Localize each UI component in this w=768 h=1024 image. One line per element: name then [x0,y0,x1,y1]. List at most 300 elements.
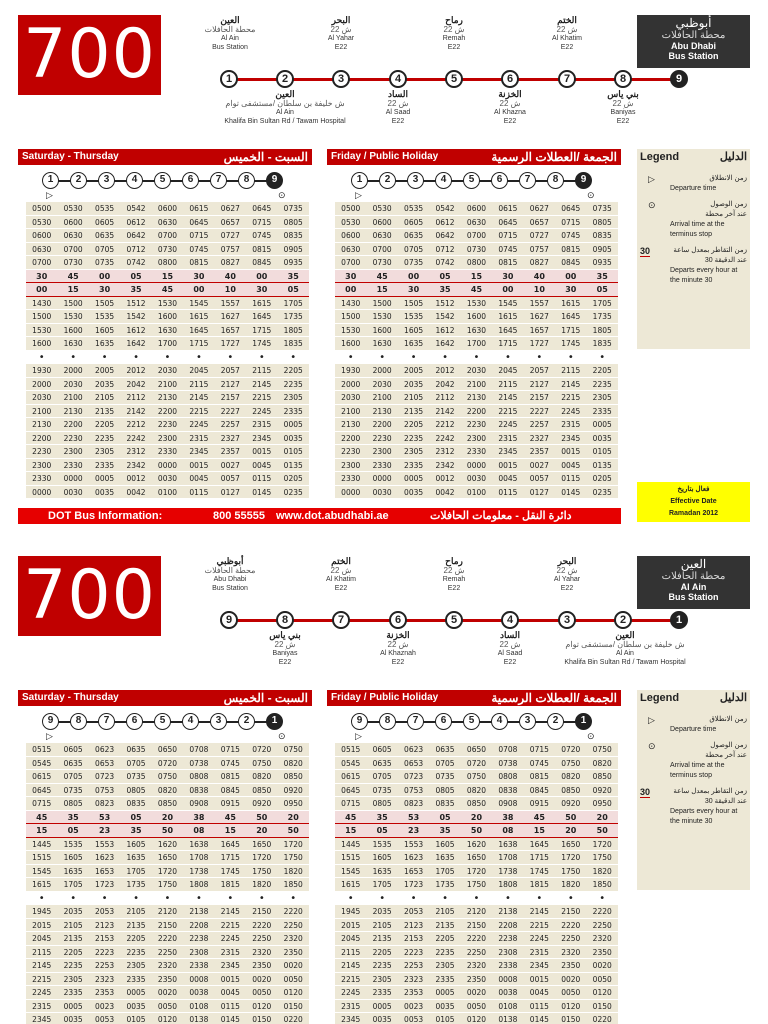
arrival-icon: ⊙ [587,731,595,741]
route-number: 700 [18,556,161,636]
legend-arr-ar2: عند آخر محطة [705,211,747,218]
time-cell: 0800 [466,258,487,267]
stop-number: 1 [575,713,592,730]
time-cell: 0135 [592,460,612,470]
time-cell: 0035 [283,433,303,443]
time-cell: 2142 [435,406,455,416]
time-cell: 1723 [95,880,115,889]
top-stop-label [512,557,622,593]
time-cell: 0705 [404,244,424,254]
time-cell: 2312 [126,447,146,456]
station-marker: 8 [276,611,294,629]
time-cell: • [536,892,543,904]
station-marker: 7 [558,70,576,88]
time-cell: 2205 [592,366,612,375]
station-marker: 5 [445,70,463,88]
stop-name: Abu Dhabi [213,576,247,583]
time-cell: 1642 [126,339,146,348]
table-row [26,364,309,378]
legend-freq-en2: the minute 30 [670,818,713,825]
time-cell: 2115 [498,379,518,389]
time-cell: 2327 [529,433,549,443]
time-cell: 0645 [341,785,361,795]
time-cell: 1645 [189,325,209,335]
time-cell: 1650 [252,839,272,849]
time-cell: 2205 [63,947,83,957]
route-number: 700 [18,15,161,95]
time-cell: 1535 [63,839,83,849]
time-cell: 0730 [63,258,83,267]
time-cell: 0908 [189,799,209,808]
time-cell: 0115 [252,474,272,483]
time-cell: 2305 [126,961,146,970]
time-cell: 0700 [32,258,52,267]
stop-number: 7 [407,713,424,730]
time-cell: 2342 [126,460,146,470]
time-cell: 2205 [372,947,392,957]
time-cell: 0820 [283,758,303,768]
time-cell: 2145 [561,379,581,389]
time-cell: 0600 [32,231,52,240]
terminus-name: Al Ain [680,582,707,592]
top-stop-label [286,16,396,52]
time-cell: 2305 [592,393,612,402]
top-stop-label [175,557,285,593]
stop-name: Al Saad [497,650,523,657]
terminus-arabic-sub: محطة الحافلات [661,30,726,41]
time-cell: 1835 [283,339,303,348]
stop-number: 3 [407,172,424,189]
time-cell: 1615 [341,880,361,889]
time-cell: 1745 [252,339,272,348]
time-cell: 1600 [32,339,52,348]
time-cell: 2345 [498,447,518,456]
time-cell: 0727 [220,231,240,240]
time-cell: 1605 [63,853,83,862]
stop-number: 4 [126,172,143,189]
time-cell: 0905 [283,244,303,254]
table-row [26,256,309,270]
table-row [335,851,618,865]
table-row [26,797,309,811]
time-cell: 0920 [252,799,272,808]
time-cell: 2215 [498,406,518,416]
table-row [335,445,618,459]
time-cell: 2208 [498,920,518,930]
time-cell: • [70,351,77,363]
time-cell: • [101,892,108,904]
station-marker: 8 [614,70,632,88]
time-cell: 1635 [435,853,455,862]
time-cell: 0042 [126,487,146,497]
stop-number: 8 [547,172,564,189]
time-cell: 1650 [466,853,487,862]
table-row [335,432,618,446]
time-cell: 0515 [32,745,52,754]
time-cell: 2200 [466,406,487,416]
time-cell: 1600 [466,312,487,321]
station-marker: 1 [220,70,238,88]
time-cell: 1815 [220,880,240,889]
legend-title-ar: الدليل [719,151,747,163]
time-cell: 0735 [435,772,455,781]
time-cell: 30 [502,271,514,281]
legend-freq-ar2: عند الدقيقة 30 [704,257,747,264]
time-cell: 2212 [126,420,146,429]
time-cell: 2205 [126,934,146,943]
info-label: DOT Bus Information: [48,510,163,522]
time-cell: 2105 [95,393,115,402]
bottom-stop-label [455,631,565,667]
legend-panel [637,690,750,890]
time-cell: 0645 [189,217,209,227]
time-cell: 2057 [220,366,240,375]
time-cell: 1638 [498,839,518,849]
time-cell: 0115 [561,474,581,483]
time-cell: 1930 [32,366,52,375]
time-cell: 0657 [529,217,549,227]
table-row [335,946,618,960]
time-cell: 0053 [404,1015,424,1024]
time-cell: 0815 [498,258,518,267]
time-cell: 0700 [466,231,487,240]
time-cell: 0712 [126,244,146,254]
time-cell: 0715 [341,799,361,808]
time-cell: 1515 [341,853,361,862]
stop-arabic: العين [615,630,635,640]
time-cell: 0038 [498,988,518,997]
time-cell: 0015 [252,447,272,456]
info-phone[interactable]: 800 55555 [213,510,265,522]
time-cell: • [70,892,77,904]
time-cell: 0635 [372,758,392,768]
time-cell: 1530 [32,325,52,335]
departure-icon: ▷ [355,731,362,741]
time-cell: 0720 [561,745,581,754]
time-cell: 2100 [466,379,487,389]
time-cell: 0005 [592,420,612,429]
time-cell: 2205 [404,420,424,429]
timetable [26,711,309,1024]
time-cell: 23 [408,826,420,835]
time-cell: 2135 [372,934,392,943]
stop-number: 8 [379,713,396,730]
time-cell: 0005 [63,1001,83,1011]
time-cell: 2353 [95,988,115,997]
time-cell: • [133,351,139,363]
table-row [335,310,618,324]
stop-code: E22 [560,44,574,51]
time-cell: • [599,892,606,904]
stop-number: 1 [42,172,59,189]
time-cell: 0035 [372,1015,392,1024]
time-cell: 2150 [466,920,487,930]
time-cell: 0045 [529,988,549,997]
time-cell: 2200 [63,420,83,429]
time-cell: 2315 [32,1001,52,1011]
time-cell: 2315 [220,947,240,957]
time-cell: 0542 [435,204,455,213]
time-cell: 1930 [341,366,361,375]
table-row [335,351,618,365]
time-cell: 2145 [341,961,361,970]
time-cell: 0050 [283,974,303,984]
time-cell: 1715 [561,325,581,335]
time-cell: 2030 [466,366,487,375]
time-cell: 35 [439,285,451,294]
time-cell: 0120 [561,1001,581,1011]
table-row [26,297,309,311]
time-cell: 1820 [592,866,612,876]
table-row [335,838,618,852]
bottom-stop-label [230,631,340,667]
table-row [26,243,309,257]
time-cell: 0545 [341,758,361,768]
time-cell: 0612 [126,217,146,227]
time-cell: 1705 [372,880,392,889]
stop-arabic-sub: ش 22 [330,566,352,575]
effective-ar: فعال بتاريخ [677,486,710,493]
time-cell: 2138 [498,907,518,916]
time-cell: 05 [130,271,142,281]
time-cell: 1545 [341,866,361,876]
time-cell: 0600 [341,231,361,240]
time-cell: 0835 [283,231,303,240]
time-cell: 05 [67,826,79,835]
stop-number: 6 [491,172,508,189]
stop-arabic-sub: ش 22 [443,566,465,575]
time-cell: 0820 [592,758,612,768]
time-cell: 0753 [95,785,115,795]
info-website[interactable]: www.dot.abudhabi.ae [276,510,389,522]
time-cell: 2105 [435,907,455,916]
time-cell: 2035 [95,379,115,389]
time-cell: 2115 [341,947,361,957]
time-cell: 0020 [561,974,581,984]
stop-arabic-sub: ش خليفة بن سلطان /مستشفى توام [225,99,345,108]
stop-number: 4 [491,713,508,730]
sat-header-en: Saturday - Thursday [22,151,119,162]
time-cell: 0915 [529,799,549,808]
time-cell: 0820 [157,785,178,795]
time-cell: 0000 [341,487,361,497]
time-cell: 0730 [372,258,392,267]
time-cell: 2305 [372,974,392,984]
time-cell: 1657 [529,325,549,335]
time-cell: 0050 [561,988,581,997]
time-cell: 0805 [435,785,455,795]
time-cell: 05 [439,271,451,281]
stop-arabic-sub: ش 22 [556,566,578,575]
time-cell: 15 [161,271,174,281]
stop-number: 7 [210,172,227,189]
stop-name: Al Khazna [494,109,526,116]
stop-arabic: البحر [331,15,351,25]
time-cell: 0715 [529,745,549,754]
time-cell: 1615 [498,312,518,321]
time-cell: 2220 [252,920,272,930]
time-cell: 1745 [220,866,240,876]
legend-dep-en: Departure time [670,726,717,733]
time-cell: • [290,351,297,363]
time-cell: 1708 [498,853,518,862]
time-cell: 1650 [157,853,178,862]
time-cell: 1650 [561,839,581,849]
table-row [26,878,309,892]
time-cell: 1738 [189,866,209,876]
time-cell: 1600 [157,312,178,321]
time-cell: 2230 [63,433,83,443]
time-cell: 1657 [220,325,240,335]
time-cell: 0530 [341,217,361,227]
time-cell: 2123 [95,920,115,930]
station-marker: 4 [501,611,519,629]
time-cell: • [379,892,386,904]
time-cell: 2208 [189,920,209,930]
time-cell: 0627 [529,204,549,213]
time-cell: 1715 [220,853,240,862]
time-cell: 0657 [220,217,240,227]
time-cell: 0623 [95,745,115,754]
table-row [335,216,618,230]
time-cell: 1605 [126,839,146,849]
time-cell: 0705 [63,772,83,781]
time-cell: 2230 [341,447,361,456]
stop-name: Al Ain [221,35,239,42]
time-cell: 2350 [283,947,303,957]
stop-code: E22 [334,44,348,51]
time-cell: 50 [596,826,608,835]
time-cell: 0715 [498,231,518,240]
time-cell: 2035 [372,907,392,916]
time-cell: • [227,892,234,904]
time-cell: 2350 [157,974,178,984]
time-cell: 2345 [252,433,272,443]
time-cell: 0738 [498,758,518,768]
time-cell: 0835 [126,799,146,808]
stop-name: Al Khatim [326,576,356,583]
table-row [26,486,309,500]
time-cell: 00 [565,271,577,281]
time-cell: 2220 [561,920,581,930]
time-cell: 1715 [189,339,209,348]
time-cell: 2012 [435,366,455,375]
time-cell: 0205 [283,474,303,483]
time-cell: 45 [345,812,357,822]
sat-header-en: Saturday - Thursday [22,692,119,703]
table-row [335,811,618,825]
legend-title [640,693,747,709]
time-cell: 0653 [404,758,424,768]
station-marker: 3 [332,70,350,88]
table-row [335,919,618,933]
time-cell: 2115 [189,379,209,389]
time-cell: 0615 [341,772,361,781]
effective-period: Ramadan 2012 [668,510,719,517]
stop-name: Al Saad [385,109,411,116]
stop-arabic: الساد [387,89,409,99]
legend-freq-en1: Departs every hour at [670,808,738,815]
time-cell: 2030 [63,379,83,389]
time-cell: 0805 [372,799,392,808]
time-cell: 1720 [283,839,303,849]
time-cell: 2145 [252,379,272,389]
time-cell: 45 [224,812,236,822]
time-cell: 2320 [283,934,303,943]
time-cell: 2130 [63,406,83,416]
time-cell: 1945 [341,907,361,916]
top-stop-label [399,557,509,593]
time-cell: 0845 [561,258,581,267]
time-cell: 0030 [157,474,178,483]
time-cell: 2350 [561,961,581,970]
time-cell: 0820 [252,772,272,781]
time-cell: 2100 [32,406,52,416]
stop-code: E22 [334,585,348,592]
time-cell: 35 [287,271,299,281]
time-cell: 30 [36,271,48,281]
time-cell: 0020 [466,988,487,997]
legend-frequency [640,246,747,286]
time-cell: 0008 [189,974,209,984]
time-cell: 1612 [435,325,455,335]
time-cell: 1705 [435,866,455,876]
time-cell: 2238 [189,934,209,943]
time-cell: 2142 [126,406,146,416]
time-cell: 1727 [529,339,549,348]
time-cell: 0815 [220,772,240,781]
time-cell: 2357 [529,447,549,456]
stop-name: Baniyas [610,109,636,116]
table-row [335,391,618,405]
table-row [335,824,618,838]
frequency-number: 30 [640,246,651,256]
stop-code: E22 [391,118,405,125]
time-cell: 2220 [283,907,303,916]
time-cell: 2115 [561,366,581,375]
time-cell: 1705 [283,298,303,308]
time-cell: 2315 [252,420,272,429]
time-cell: 0535 [95,204,115,213]
time-cell: 2308 [189,947,209,957]
table-row [335,243,618,257]
time-cell: 2335 [283,406,303,416]
time-cell: 2012 [126,366,146,375]
time-cell: 2353 [404,988,424,997]
time-cell: 0105 [435,1015,455,1024]
stop-name: Remah [442,576,466,583]
time-cell: • [599,351,606,363]
frequency-number: 30 [640,787,651,797]
time-cell: 2327 [220,433,240,443]
fri-header-en: Friday / Public Holiday [331,692,439,703]
table-row [335,364,618,378]
time-cell: 2130 [466,393,487,402]
stop-code: Khalifa Bin Sultan Rd / Tawam Hospital [564,659,686,666]
time-cell: 0905 [592,244,612,254]
time-cell: 1612 [126,325,146,335]
time-cell: 2200 [372,420,392,429]
time-cell: 1638 [189,839,209,849]
time-cell: 0605 [63,745,83,754]
time-cell: 0035 [404,487,424,497]
time-cell: 0000 [32,487,52,497]
terminus-box [637,556,750,609]
time-cell: 0700 [341,258,361,267]
time-cell: 1600 [341,339,361,348]
table-row [26,973,309,987]
time-cell: 1720 [466,866,487,876]
